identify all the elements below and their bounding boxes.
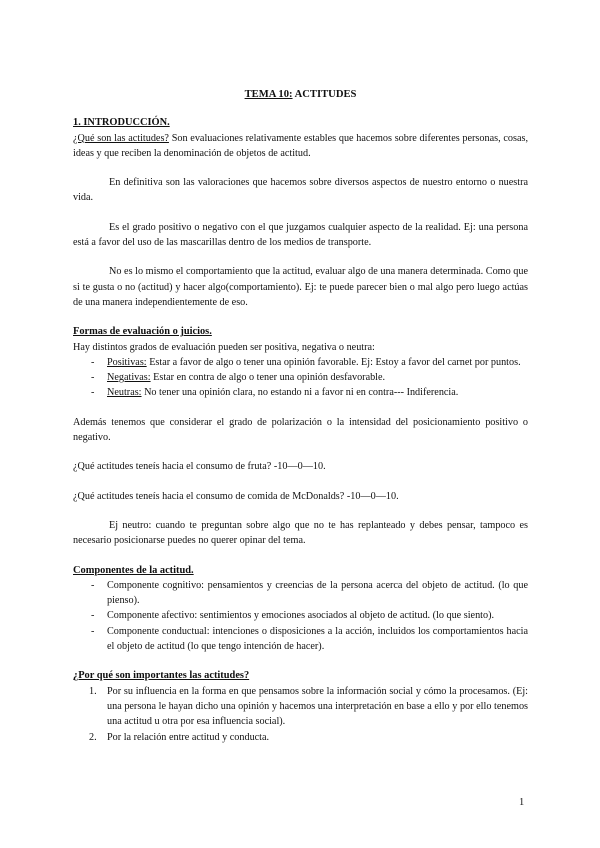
item-label: Positivas: xyxy=(107,356,147,368)
question-label: ¿Qué son las actitudes? xyxy=(73,132,169,144)
list-item: - Componente afectivo: sentimientos y emociones asociados al objeto de actitud. (lo que siento). xyxy=(73,608,528,623)
item-number: 1. xyxy=(89,685,97,697)
section-heading-introduccion: 1. INTRODUCCIÓN. xyxy=(73,117,170,129)
paragraph-polarizacion: Además tenemos que considerar el grado de polarización o la intensidad del posicionamiento positivo o negativo. xyxy=(73,416,528,444)
item-text: Por la relación entre actitud y conducta. xyxy=(107,731,270,743)
evaluation-list xyxy=(73,355,528,401)
item-text: Por su influencia en la forma en que pensamos sobre la información social y cómo la procesamos. (Ej: una persona le hayan dicho una opinión y hacemos una interpretación en base a ello y por ello tenemos una actitud u otra por esa influencia social). xyxy=(107,685,528,728)
list-item xyxy=(73,684,528,730)
componentes-list xyxy=(73,578,528,654)
paragraph-valoraciones: En definitiva son las valoraciones que hacemos sobre diversos aspectos de nuestro entorno o nuestra vida. xyxy=(73,177,528,204)
section-heading-formas: Formas de evaluación o juicios. xyxy=(73,326,212,338)
item-number: 2. xyxy=(89,731,97,743)
question-mcdonalds: ¿Qué actitudes teneís hacia el consumo de comida de McDonalds? -10—0—10. xyxy=(73,490,399,502)
list-item xyxy=(73,370,528,385)
section-heading-importancia: ¿Por qué son importantes las actitudes? xyxy=(73,670,250,682)
list-item: - Componente conductual: intenciones o disposiciones a la acción, incluidos los comportamientos hacia el objeto de actitud (lo que tengo intención de hacer). xyxy=(73,624,528,655)
list-item xyxy=(73,355,528,370)
importancia-list xyxy=(73,684,528,745)
list-item xyxy=(73,385,528,400)
page-number: 1 xyxy=(519,797,525,808)
title-text: ACTITUDES xyxy=(294,89,357,100)
formas-intro: Hay distintos grados de evaluación pueden ser positiva, negativa o neutra: xyxy=(73,341,375,353)
item-label: Neutras: xyxy=(107,387,142,399)
item-text: No tener una opinión clara, no estando ni a favor ni en contra--- Indiferencia. xyxy=(141,387,459,399)
page-content xyxy=(73,87,528,745)
paragraph-grado: Es el grado positivo o negativo con el que juzgamos cualquier aspecto de la realidad. Ej: una persona está a favor del uso de las mascarillas dentro de los medios de transporte. xyxy=(73,221,528,249)
list-item: - Componente cognitivo: pensamientos y creencias de la persona acerca del objeto de actitud. (lo que pienso). xyxy=(73,578,528,609)
definition-text: Son evaluaciones relativamente estables que hacemos sobre diferentes personas, cosas, ideas y que reciben la denominación de objetos de actitud. xyxy=(73,132,528,159)
title-label: TEMA 10: xyxy=(244,89,293,100)
list-item xyxy=(73,730,528,745)
paragraph-comportamiento: No es lo mismo el comportamiento que la actitud, evaluar algo de una manera determinada. Como que si te gusta o no (actitud) y hacer algo(comportamiento). Ej: te puede parecer bien o mal algo pero luego actúas de una manera independientemente de eso. xyxy=(73,266,528,308)
paragraph-neutro: Ej neutro: cuando te preguntan sobre algo que no te has replanteado y debes pensar, tampoco es necesario posicionarse puedes no querer opinar del tema. xyxy=(73,519,528,547)
item-label: Negativas: xyxy=(107,372,151,384)
intro-definition xyxy=(73,131,528,162)
section-heading-componentes: Componentes de la actitud. xyxy=(73,564,194,576)
item-text: Estar a favor de algo o tener una opinión favorable. Ej: Estoy a favor del carnet por puntos. xyxy=(146,356,521,368)
question-fruta: ¿Qué actitudes teneís hacia el consumo de fruta? -10—0—10. xyxy=(73,461,326,473)
page-title xyxy=(73,87,528,102)
item-text: Estar en contra de algo o tener una opinión desfavorable. xyxy=(150,372,386,384)
